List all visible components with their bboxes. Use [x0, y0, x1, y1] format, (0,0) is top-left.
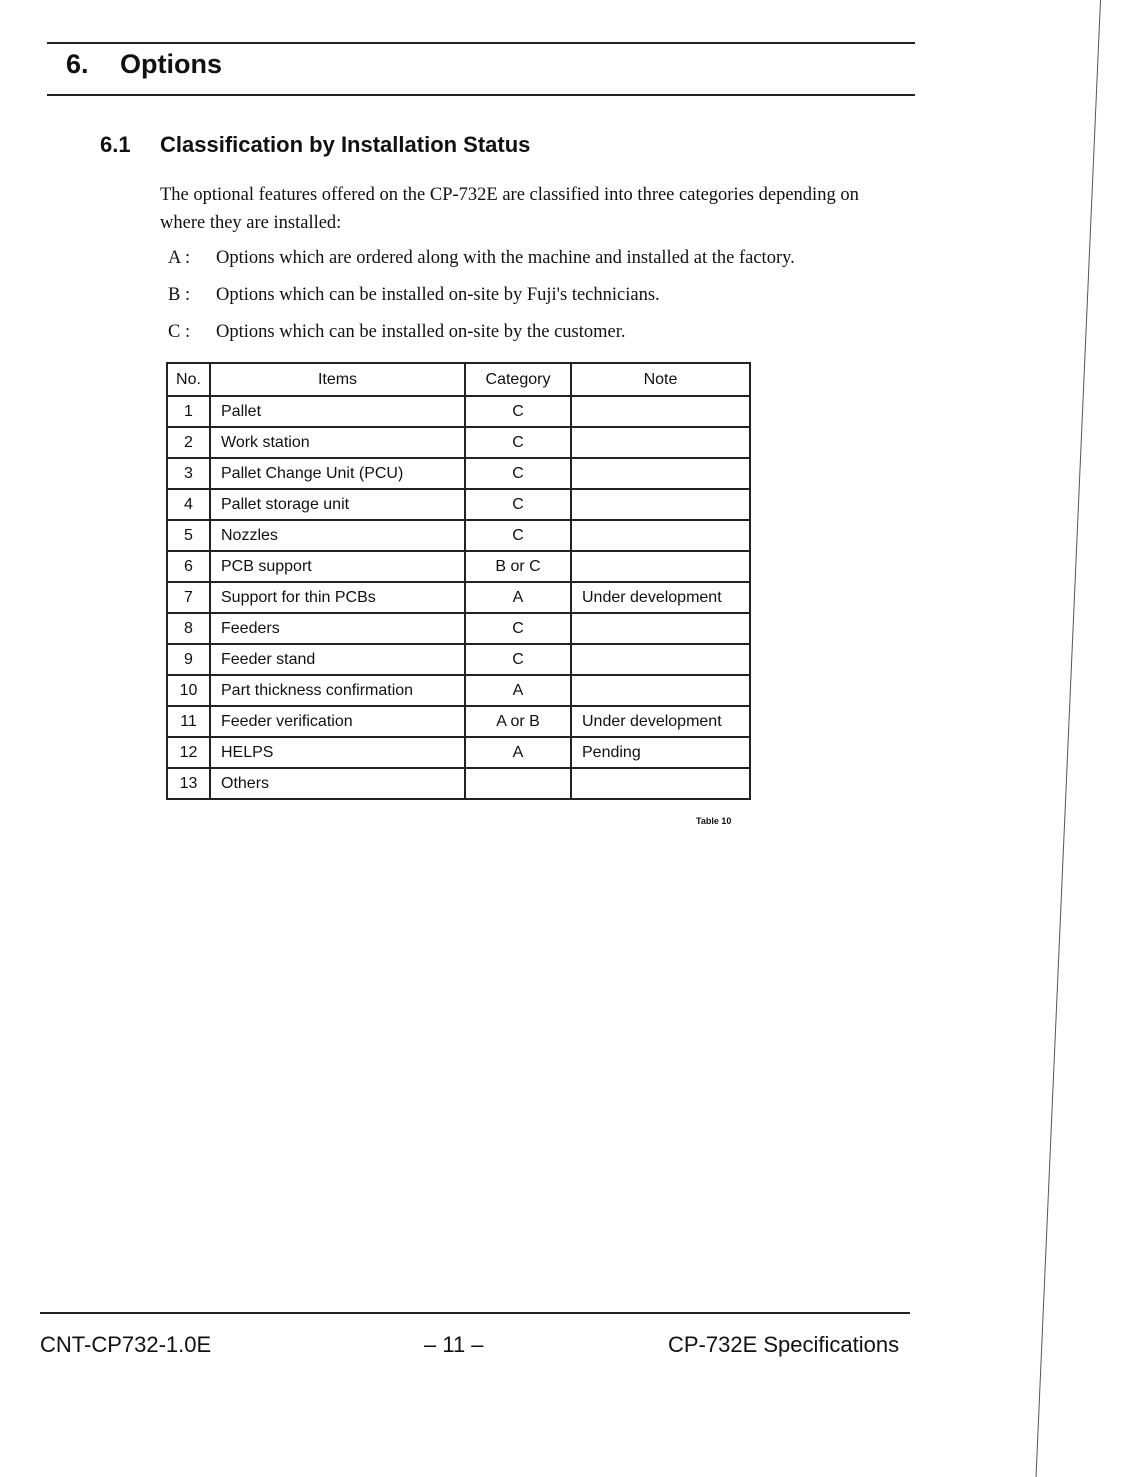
table-row	[167, 613, 750, 644]
cell-category: C	[465, 427, 571, 458]
cell-no: 13	[167, 768, 210, 799]
options-table	[166, 362, 751, 800]
footer-title: CP-732E Specifications	[668, 1332, 900, 1357]
cell-category	[465, 768, 571, 799]
cell-note	[571, 675, 750, 706]
cell-no: 8	[167, 613, 210, 644]
cell-item: Pallet	[210, 396, 465, 427]
page-number: – 11 –	[424, 1332, 484, 1357]
footer-doc-id: CNT-CP732-1.0E	[40, 1332, 212, 1357]
cell-category: C	[465, 396, 571, 427]
cell-category: C	[465, 489, 571, 520]
table-row	[167, 458, 750, 489]
cell-note: Under development	[571, 582, 750, 613]
category-c: C : Options which can be installed on-site by the customer.	[168, 322, 626, 342]
table-row	[167, 768, 750, 799]
cell-category: A	[465, 582, 571, 613]
table-header	[167, 363, 750, 396]
cell-no: 11	[167, 706, 210, 737]
section-heading: 6. Options	[66, 49, 222, 79]
cell-category: C	[465, 458, 571, 489]
cell-item: Support for thin PCBs	[210, 582, 465, 613]
cell-note	[571, 489, 750, 520]
cell-item: Work station	[210, 427, 465, 458]
cell-no: 3	[167, 458, 210, 489]
cell-note	[571, 613, 750, 644]
cell-note	[571, 768, 750, 799]
table-row	[167, 489, 750, 520]
cell-category: A	[465, 737, 571, 768]
cell-note	[571, 520, 750, 551]
cell-item: Others	[210, 768, 465, 799]
cell-category: B or C	[465, 551, 571, 582]
cell-no: 7	[167, 582, 210, 613]
cell-category: A	[465, 675, 571, 706]
cell-no: 2	[167, 427, 210, 458]
cell-no: 1	[167, 396, 210, 427]
scan-edge	[1036, 0, 1101, 1477]
table-caption: Table 10	[696, 816, 732, 826]
cell-category: A or B	[465, 706, 571, 737]
subsection-heading: 6.1 Classification by Installation Status	[100, 132, 531, 157]
header-category: Category	[465, 363, 571, 396]
category-a: A : Options which are ordered along with the machine and installed at the factory.	[168, 248, 795, 268]
cell-item: Part thickness confirmation	[210, 675, 465, 706]
cell-note	[571, 551, 750, 582]
category-b: B : Options which can be installed on-site by Fuji's technicians.	[168, 285, 660, 305]
cell-no: 12	[167, 737, 210, 768]
footer-rule	[40, 1312, 910, 1314]
table-row	[167, 427, 750, 458]
table-row	[167, 582, 750, 613]
cell-category: C	[465, 613, 571, 644]
cell-item: HELPS	[210, 737, 465, 768]
cell-note: Pending	[571, 737, 750, 768]
cell-no: 10	[167, 675, 210, 706]
intro-paragraph: The optional features offered on the CP-732E are classified into three categories depending on where they are installed:	[160, 185, 859, 233]
table-row	[167, 675, 750, 706]
cell-item: Feeder stand	[210, 644, 465, 675]
header-items: Items	[210, 363, 465, 396]
table-row	[167, 644, 750, 675]
table-row	[167, 737, 750, 768]
cell-note	[571, 396, 750, 427]
table-row	[167, 551, 750, 582]
cell-note	[571, 427, 750, 458]
cell-item: Feeder verification	[210, 706, 465, 737]
heading-rule	[47, 94, 915, 96]
cell-item: PCB support	[210, 551, 465, 582]
cell-category: C	[465, 644, 571, 675]
cell-note	[571, 458, 750, 489]
cell-note: Under development	[571, 706, 750, 737]
cell-item: Feeders	[210, 613, 465, 644]
cell-item: Pallet storage unit	[210, 489, 465, 520]
top-rule	[47, 42, 915, 44]
header-no: No.	[167, 363, 210, 396]
cell-no: 5	[167, 520, 210, 551]
cell-item: Nozzles	[210, 520, 465, 551]
header-note: Note	[571, 363, 750, 396]
cell-no: 6	[167, 551, 210, 582]
cell-item: Pallet Change Unit (PCU)	[210, 458, 465, 489]
cell-no: 9	[167, 644, 210, 675]
table-row	[167, 706, 750, 737]
cell-note	[571, 644, 750, 675]
cell-category: C	[465, 520, 571, 551]
cell-no: 4	[167, 489, 210, 520]
table-row	[167, 520, 750, 551]
table-row	[167, 396, 750, 427]
